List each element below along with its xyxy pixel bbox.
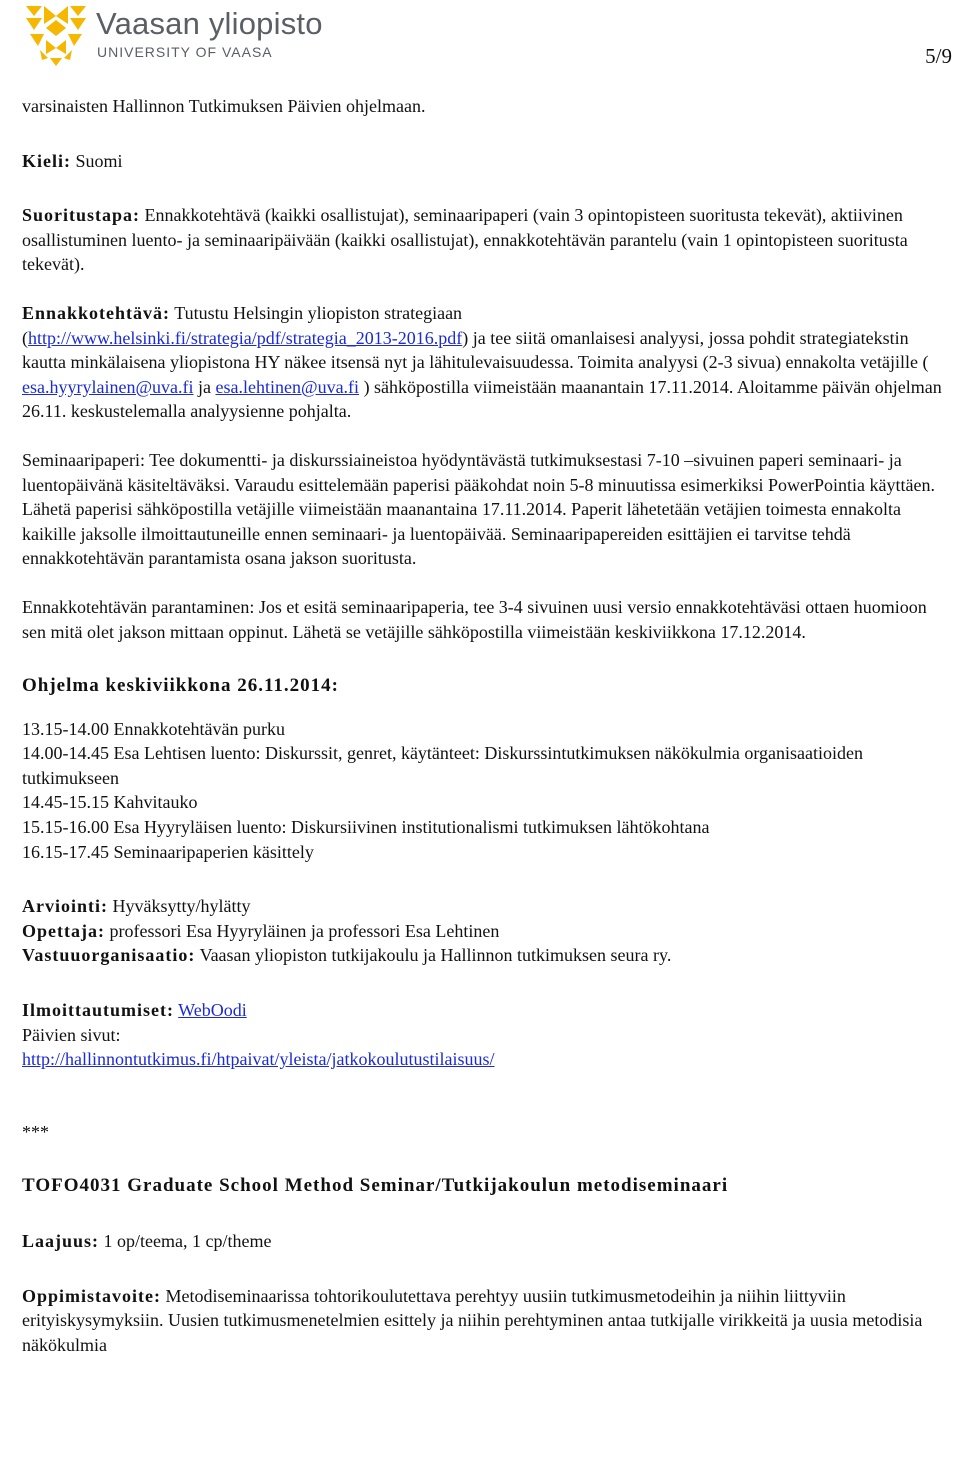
page-header [0, 0, 960, 70]
ohjelma-heading: Ohjelma keskiviikkona 26.11.2014: [22, 675, 339, 697]
oppimistavoite-paragraph [22, 1284, 942, 1358]
suoritustapa-label: Suoritustapa: [22, 205, 141, 226]
ennakkotehtava-label: Ennakkotehtävä: [22, 302, 171, 323]
intro-text: varsinaisten Hallinnon Tutkimuksen Päivien ohjelmaan. [22, 96, 426, 116]
opettaja-row [22, 919, 942, 944]
hallinnontutkimus-link[interactable]: http://hallinnontutkimus.fi/htpaivat/yleista/jatkokoulutustilaisuus/ [22, 1049, 495, 1070]
ohjelma-item: 14.00-14.45 Esa Lehtisen luento: Diskurssit, genret, käytänteet: Diskurssintutkimuksen näkökulmia organisaatioiden tutkimukseen [22, 743, 864, 788]
page-number: 5/9 [925, 44, 952, 68]
heart-logo-icon [22, 2, 90, 68]
opettaja-label: Opettaja: [22, 920, 105, 941]
vastuu-row [22, 943, 942, 968]
laajuus-row [22, 1229, 942, 1254]
parantaminen-paragraph: Ennakkotehtävän parantaminen: Jos et esitä seminaaripaperia, tee 3-4 sivuinen uusi versio ennakkotehtäväsi ottaen huomioon sen mitä olet jakson mittaan oppinut. Lähetä se vetäjille sähköpostilla viimeistään keskiviikkona 17.12.2014. [22, 596, 927, 642]
tofo-course-title: TOFO4031 Graduate School Method Seminar/Tutkijakoulun metodiseminaari [22, 1175, 729, 1197]
arviointi-value: Hyväksytty/hylätty [112, 896, 251, 917]
brand-subtitle: UNIVERSITY OF VAASA [97, 44, 273, 60]
seminaaripaperi-paragraph: Seminaaripaperi: Tee dokumentti- ja diskurssiaineistoa hyödyntävästä tutkimuksestasi 7-10 –sivuinen paperi seminaari- ja luentopäivänä käsiteltäväksi. Varaudu esittelemään paperisi pääkohdat noin 5-8 minuutissa esimerkiksi PowerPointia käyttäen. Lähetä paperisi sähköpostilla vetäjille viimeistään maanantaina 17.11.2014. Paperit lähetetään vetäjien toimesta ennakolta kaikille jaksolle ilmoittautuneille ennen seminaari- ja luentopäivää. Seminaaripapereiden esittäjien ei tarvitse tehdä ennakkotehtävän parantamista osana jakson suoritusta. [22, 449, 935, 569]
strategy-pdf-link[interactable]: http://www.helsinki.fi/strategia/pdf/strategia_2013-2016.pdf [28, 327, 463, 348]
suoritustapa-paragraph [22, 203, 942, 277]
ohjelma-item: 16.15-17.45 Seminaaripaperien käsittely [22, 841, 314, 862]
ohjelma-item: 14.45-15.15 Kahvitauko [22, 792, 198, 813]
open-paren: ( [22, 327, 28, 348]
brand-name: Vaasan yliopisto [96, 6, 323, 41]
opettaja-value: professori Esa Hyyryläinen ja professori Esa Lehtinen [109, 920, 500, 941]
oppimistavoite-text: Metodiseminaarissa tohtorikoulutettava perehtyy uusiin tutkimusmetodeihin ja niihin liittyviin erityiskysymyksiin. Uusien tutkimusmenetelmien esittely ja niihin perehtyminen antaa tutkijalle virikkeitä ja uusia metodisia näkökulmia [22, 1285, 923, 1355]
ennakkotehtava-text1: Tutustu Helsingin yliopiston strategiaan [174, 302, 463, 323]
paivien-sivut-row [22, 1047, 942, 1072]
email-link-hyyrylainen[interactable]: esa.hyyrylainen@uva.fi [22, 376, 194, 397]
weboodi-link[interactable]: WebOodi [178, 1000, 247, 1021]
kieli-value: Suomi [75, 150, 123, 171]
oppimistavoite-label: Oppimistavoite: [22, 1285, 161, 1306]
arviointi-row [22, 894, 942, 919]
section-separator: *** [22, 1121, 49, 1142]
vastuu-label: Vastuuorganisaatio: [22, 945, 196, 966]
laajuus-value: 1 op/teema, 1 cp/theme [103, 1231, 272, 1251]
ennakkotehtava-text3: ) sähköpostilla viimeistään maanantain 17.11.2014. Aloitamme päivän ohjelman 26.11. keskustelemalla analyysienne pohjalta. [22, 376, 942, 422]
arviointi-label: Arviointi: [22, 896, 108, 917]
kieli-row [22, 149, 942, 174]
email-link-lehtinen[interactable]: esa.lehtinen@uva.fi [215, 376, 360, 397]
paivien-sivut-label: Päivien sivut: [22, 1024, 121, 1045]
ilmoittautumiset-row [22, 998, 942, 1023]
ohjelma-item: 13.15-14.00 Ennakkotehtävän purku [22, 718, 285, 739]
ohjelma-item: 15.15-16.00 Esa Hyyryläisen luento: Diskursiivinen institutionalismi tutkimuksen lähtökohtana [22, 817, 710, 838]
document-body [22, 94, 942, 1357]
ilmoittautumiset-label: Ilmoittautumiset: [22, 1000, 174, 1021]
suoritustapa-text: Ennakkotehtävä (kaikki osallistujat), seminaaripaperi (vain 3 opintopisteen suoritusta tekevät), aktiivinen osallistuminen luento- ja seminaaripäivään (kaikki osallistujat), ennakkotehtävän parantelu (vain 1 opintopisteen suoritusta tekevät). [22, 205, 908, 275]
ennakkotehtava-text2: ) ja tee siitä omanlaisesi analyysi, jossa pohdit strategiatekstin kautta minkälaisena yliopistona HY näkee itsensä nyt ja lähitulevaisuudessa. Toimita analyysi (2-3 sivua) ennakolta vetäjille ( [22, 327, 929, 373]
laajuus-label: Laajuus: [22, 1231, 100, 1251]
ja-text: ja [198, 376, 212, 397]
ennakkotehtava-paragraph [22, 301, 942, 424]
kieli-label: Kieli: [22, 150, 71, 171]
vastuu-value: Vaasan yliopiston tutkijakoulu ja Hallinnon tutkimuksen seura ry. [199, 945, 672, 966]
